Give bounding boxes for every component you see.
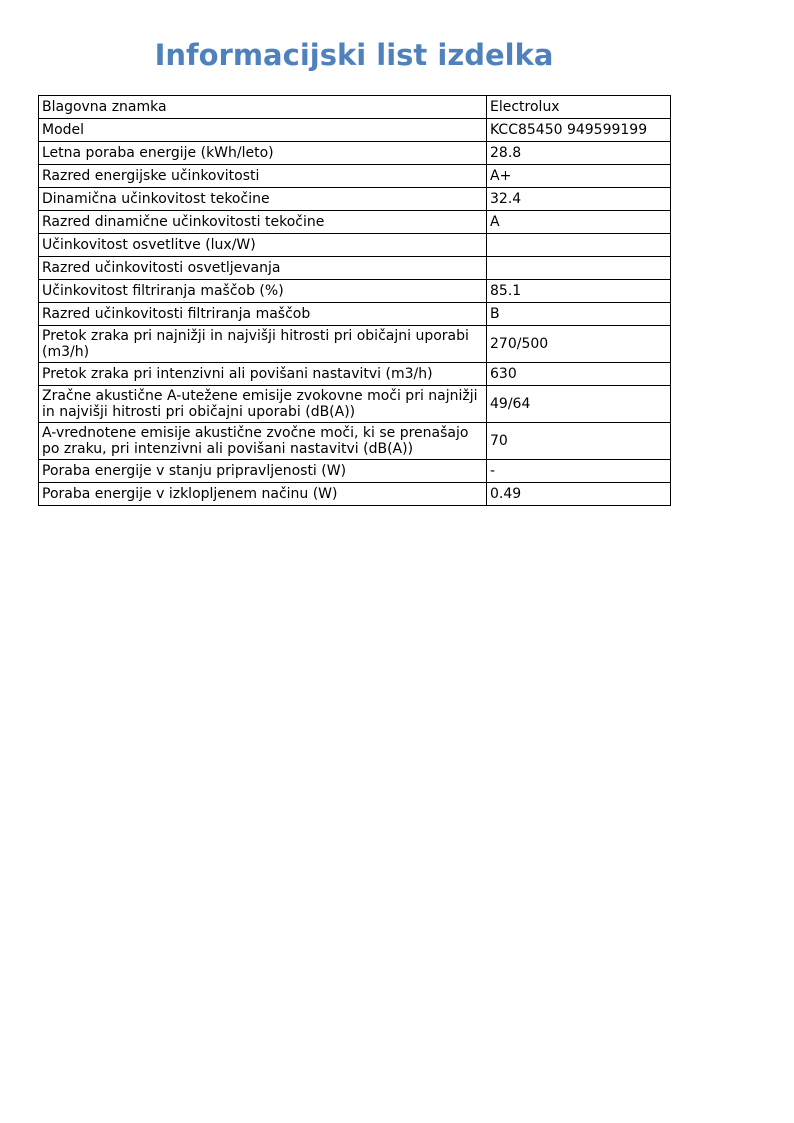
row-label: Pretok zraka pri intenzivni ali povišani nastavitvi (m3/h) <box>39 363 487 386</box>
row-label: Poraba energije v stanju pripravljenosti (W) <box>39 460 487 483</box>
row-value: 32.4 <box>487 188 671 211</box>
table-row <box>39 119 671 142</box>
row-label: Pretok zraka pri najnižji in najvišji hitrosti pri običajni uporabi (m3/h) <box>39 326 487 363</box>
spec-table <box>38 95 671 506</box>
row-label: Dinamična učinkovitost tekočine <box>39 188 487 211</box>
row-label: Razred energijske učinkovitosti <box>39 165 487 188</box>
page-title: Informacijski list izdelka <box>154 38 554 72</box>
table-row <box>39 280 671 303</box>
table-row <box>39 257 671 280</box>
row-value: B <box>487 303 671 326</box>
table-row <box>39 142 671 165</box>
row-label: Razred dinamične učinkovitosti tekočine <box>39 211 487 234</box>
row-value: 28.8 <box>487 142 671 165</box>
row-label: Letna poraba energije (kWh/leto) <box>39 142 487 165</box>
row-value: 630 <box>487 363 671 386</box>
row-value <box>487 234 671 257</box>
document-page <box>38 0 670 1123</box>
table-row <box>39 165 671 188</box>
row-value: A <box>487 211 671 234</box>
table-row <box>39 483 671 506</box>
row-value: 70 <box>487 423 671 460</box>
row-value: - <box>487 460 671 483</box>
table-row <box>39 326 671 363</box>
table-row <box>39 386 671 423</box>
table-row <box>39 96 671 119</box>
row-label: Poraba energije v izklopljenem načinu (W) <box>39 483 487 506</box>
row-label: Zračne akustične A-utežene emisije zvokovne moči pri najnižji in najvišji hitrosti pri običajni uporabi (dB(A)) <box>39 386 487 423</box>
row-value: KCC85450 949599199 <box>487 119 671 142</box>
row-value: 49/64 <box>487 386 671 423</box>
table-row <box>39 363 671 386</box>
table-row <box>39 211 671 234</box>
row-value: 270/500 <box>487 326 671 363</box>
row-label: Razred učinkovitosti osvetljevanja <box>39 257 487 280</box>
row-value: 85.1 <box>487 280 671 303</box>
table-row <box>39 234 671 257</box>
row-value: 0.49 <box>487 483 671 506</box>
row-label: Model <box>39 119 487 142</box>
row-label: Učinkovitost osvetlitve (lux/W) <box>39 234 487 257</box>
row-value <box>487 257 671 280</box>
row-label: Učinkovitost filtriranja maščob (%) <box>39 280 487 303</box>
row-label: A-vrednotene emisije akustične zvočne moči, ki se prenašajo po zraku, pri intenzivni ali povišani nastavitvi (dB(A)) <box>39 423 487 460</box>
table-row <box>39 423 671 460</box>
spec-table-body <box>39 96 671 506</box>
row-label: Razred učinkovitosti filtriranja maščob <box>39 303 487 326</box>
table-row <box>39 303 671 326</box>
row-value: A+ <box>487 165 671 188</box>
table-row <box>39 188 671 211</box>
row-label: Blagovna znamka <box>39 96 487 119</box>
row-value: Electrolux <box>487 96 671 119</box>
table-row <box>39 460 671 483</box>
